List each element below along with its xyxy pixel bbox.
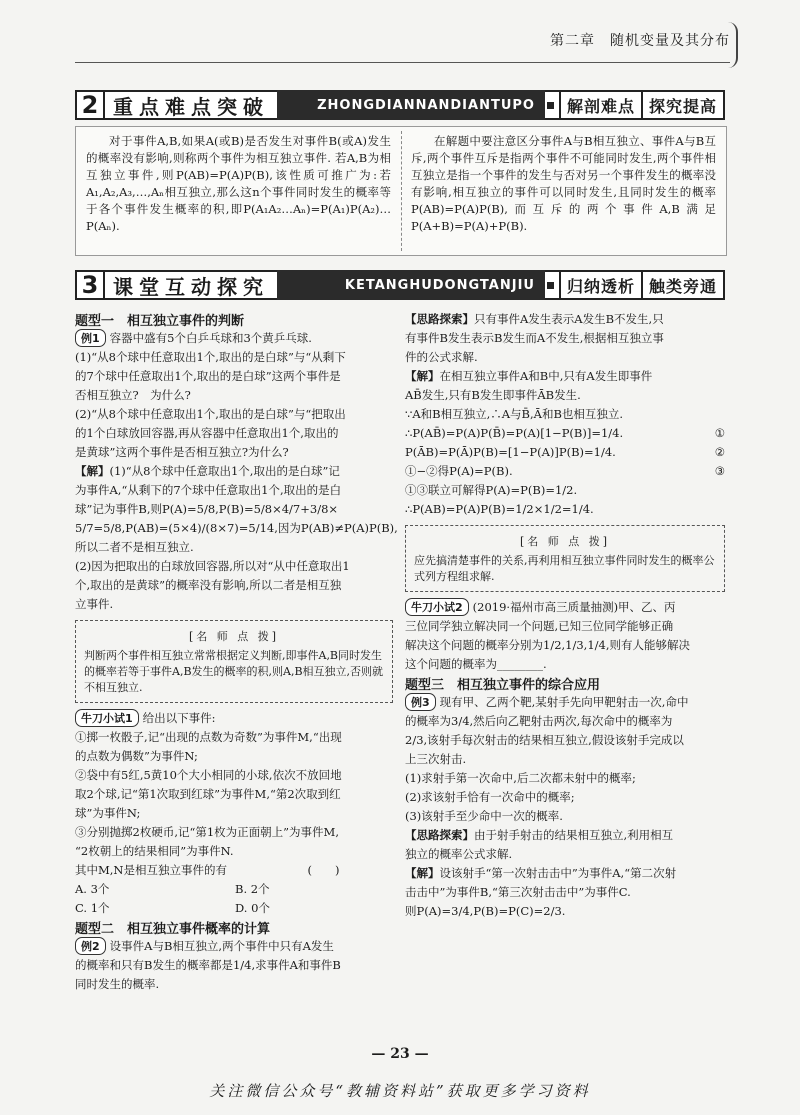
practice2-line: (2019·福州市高三质量抽测)甲、乙、丙 xyxy=(472,600,676,614)
solution1-line: 所以二者不是相互独立. xyxy=(75,540,194,554)
example3-line: 2/3,该射手每次射击的结果相互独立,假设该射手完成以 xyxy=(405,733,684,747)
practice2-line: 这个问题的概率为________. xyxy=(405,657,547,671)
idea1-line: 件的公式求解. xyxy=(405,350,478,364)
equation-number-1: ① xyxy=(714,426,725,440)
promo-footer: 关注微信公众号“教辅资料站”获取更多学习资料 xyxy=(209,1082,591,1100)
example3-line: (3)该射手至少命中一次的概率. xyxy=(405,809,563,823)
practice1-label: 牛刀小试1 xyxy=(75,709,139,727)
left-column xyxy=(75,310,398,994)
practice2-line: 三位同学独立解决同一个问题,已知三位同学能够正确 xyxy=(405,619,674,633)
example2-line: 设事件A与B相互独立,两个事件中只有A发生 xyxy=(109,939,334,953)
example3-line: (2)求该射手恰有一次命中的概率; xyxy=(405,790,575,804)
equation-5: ∴P(AB)=P(A)P(B)=1/2×1/2=1/4. xyxy=(405,502,594,516)
example1-label: 例1 xyxy=(75,329,106,347)
practice1-line: 球”为事件N; xyxy=(75,806,141,820)
solution1-label: 【解】 xyxy=(75,464,110,478)
header-rule xyxy=(75,62,730,63)
teacher-tip-box-2 xyxy=(405,525,725,592)
example1-line: 的1个白球放回容器,再从容器中任意取出1个,取出的 xyxy=(75,426,339,440)
practice1-line: ②袋中有5红,5黄10个大小相同的小球,依次不放回地 xyxy=(75,768,342,782)
section2-right-text: 在解题中要注意区分事件A与B相互独立、事件A与B互斥,两个事件互斥是指两个事件不可能同时发生,两个事件相互独立是指一个事件的发生与否对另一个事件发生的概率没有影响,相互独立的事件可以同时发生,且同时发生的概率P(AB)=P(A)P(B),而互斥的两个事件A,B满足P(A+B)=P(A)+P(B). xyxy=(411,134,716,233)
section3-tag1: 归纳透析 xyxy=(561,270,643,300)
solution1-line: 球”记为事件B,则P(A)=5/8,P(B)=5/8×4/7+3/8× xyxy=(75,502,339,516)
section2-marker-icon xyxy=(545,90,561,120)
example1-line: 容器中盛有5个白乒乓球和3个黄乒乓球. xyxy=(109,331,312,345)
example3-label: 例3 xyxy=(405,693,436,711)
chapter-header: 第二章 随机变量及其分布 xyxy=(550,33,730,49)
solution1-line: (2)因为把取出的白球放回容器,所以对“从中任意取出1 xyxy=(75,559,350,573)
solution1-line: 立事件. xyxy=(75,597,114,611)
option-b: B. 2个 xyxy=(235,882,270,896)
solution3-label: 【解】 xyxy=(405,866,440,880)
example3-line: 现有甲、乙两个靶,某射手先向甲靶射击一次,命中 xyxy=(439,695,689,709)
solution2-label: 【解】 xyxy=(405,369,440,383)
solution3-line: 击击中”为事件B,“第三次射击击中”为事件C. xyxy=(405,885,631,899)
teacher-tip-text-2: 应先搞清楚事件的关系,再利用相互独立事件同时发生的概率公式列方程组求解. xyxy=(414,554,715,583)
equation-3: ①−②得P(A)=P(B). xyxy=(405,464,513,478)
idea1-line: 只有事件A发生表示A发生B不发生,只 xyxy=(474,312,664,326)
topic1-heading: 题型一 相互独立事件的判断 xyxy=(75,314,245,329)
equation-2: P(ĀB)=P(Ā)P(B)=[1−P(A)]P(B)=1/4. xyxy=(405,445,616,459)
solution2-line: AB̄发生,只有B发生即事件ĀB发生. xyxy=(405,388,581,402)
option-c: C. 1个 xyxy=(75,901,110,915)
option-d: D. 0个 xyxy=(235,901,270,915)
practice1-line: 取2个球,记“第1次取到红球”为事件M,“第2次取到红 xyxy=(75,787,341,801)
practice2-label: 牛刀小试2 xyxy=(405,598,469,616)
example1-line: 是黄球”这两个事件是否相互独立?为什么? xyxy=(75,445,289,459)
section2-left-text: 对于事件A,B,如果A(或B)是否发生对事件B(或A)发生的概率没有影响,则称两个事件为相互独立事件. 若A,B为相互独立事件,则P(AB)=P(A)P(B),该性质可推广为:若A₁,A₂,A₃,…,Aₙ相互独立,那么这n个事件同时发生的概率等于各个事件发生概率的积,即P(A₁A₂…Aₙ)=P(A₁)P(A₂)…P(Aₙ). xyxy=(86,134,391,233)
option-a: A. 3个 xyxy=(75,882,110,896)
practice1-line: ③分别抛掷2枚硬币,记“第1枚为正面朝上”为事件M, xyxy=(75,825,339,839)
section3-band xyxy=(75,270,725,300)
section3-number: 3 xyxy=(75,270,105,300)
practice1-line: “2枚朝上的结果相同”为事件N. xyxy=(75,844,234,858)
solution2-line: ∵A和B相互独立,∴A与B̄,Ā和B也相互独立. xyxy=(405,407,624,421)
equation-4: ①③联立可解得P(A)=P(B)=1/2. xyxy=(405,483,578,497)
right-column xyxy=(405,310,725,921)
section3-marker-icon xyxy=(545,270,561,300)
practice2-line: 解决这个问题的概率分别为1/2,1/3,1/4,则有人能够解决 xyxy=(405,638,690,652)
idea2-line: 独立的概率公式求解. xyxy=(405,847,513,861)
section2-band xyxy=(75,90,725,120)
example1-line: (1)“从8个球中任意取出1个,取出的是白球”与“从剩下 xyxy=(75,350,346,364)
solution3-line: 则P(A)=3/4,P(B)=P(C)=2/3. xyxy=(405,904,566,918)
section2-number: 2 xyxy=(75,90,105,120)
section3-title: 课堂互动探究 xyxy=(105,270,277,300)
section3-pinyin: KETANGHUDONGTANJIU xyxy=(277,270,545,300)
idea1-label: 【思路探索】 xyxy=(405,312,474,326)
teacher-tip-box xyxy=(75,620,393,703)
solution1-line: 为事件A,“从剩下的7个球中任意取出1个,取出的是白 xyxy=(75,483,342,497)
example3-line: (1)求射手第一次命中,后二次都未射中的概率; xyxy=(405,771,636,785)
box-divider xyxy=(401,131,402,251)
section2-pinyin: ZHONGDIANNANDIANTUPO xyxy=(277,90,545,120)
section2-tag2: 探究提高 xyxy=(643,90,725,120)
teacher-tip-text: 判断两个事件相互独立常常根据定义判断,即事件A,B同时发生的概率若等于事件A,B发生的概率的积,则A,B相互独立,否则就不相互独立. xyxy=(84,649,384,694)
example1-line: 的7个球中任意取出1个,取出的是白球”这两个事件是 xyxy=(75,369,341,383)
practice1-line: 其中M,N是相互独立事件的有 ( ) xyxy=(75,863,340,877)
solution2-line: 在相互独立事件A和B中,只有A发生即事件 xyxy=(439,369,653,383)
equation-number-3: ③ xyxy=(714,464,725,478)
idea2-line: 由于射手射击的结果相互独立,利用相互 xyxy=(474,828,674,842)
example2-label: 例2 xyxy=(75,937,106,955)
example1-line: 否相互独立? 为什么? xyxy=(75,388,191,402)
page-number: — 23 — xyxy=(371,1046,429,1062)
example2-line: 同时发生的概率. xyxy=(75,977,160,991)
example2-line: 的概率和只有B发生的概率都是1/4,求事件A和事件B xyxy=(75,958,341,972)
section2-tag1: 解剖难点 xyxy=(561,90,643,120)
topic3-heading: 题型三 相互独立事件的综合应用 xyxy=(405,678,601,693)
idea1-line: 有事件B发生表示B发生而A不发生,根据相互独立事 xyxy=(405,331,664,345)
section2-box xyxy=(75,126,727,256)
example3-line: 的概率为3/4,然后向乙靶射击两次,每次命中的概率为 xyxy=(405,714,673,728)
equation-1: ∴P(AB̄)=P(A)P(B̄)=P(A)[1−P(B)]=1/4. xyxy=(405,426,624,440)
idea2-label: 【思路探索】 xyxy=(405,828,474,842)
example1-line: (2)“从8个球中任意取出1个,取出的是白球”与“把取出 xyxy=(75,407,346,421)
section3-tag2: 触类旁通 xyxy=(643,270,725,300)
section2-title: 重点难点突破 xyxy=(105,90,277,120)
solution1-line: (1)“从8个球中任意取出1个,取出的是白球”记 xyxy=(109,464,340,478)
solution1-line: 5/7=5/8,P(AB)=(5×4)/(8×7)=5/14,因为P(AB)≠P(A)P(B), xyxy=(75,521,398,535)
example3-line: 上三次射击. xyxy=(405,752,467,766)
practice1-line: ①掷一枚骰子,记“出现的点数为奇数”为事件M,“出现 xyxy=(75,730,342,744)
topic2-heading: 题型二 相互独立事件概率的计算 xyxy=(75,922,271,937)
solution1-line: 个,取出的是黄球”的概率没有影响,所以二者是相互独 xyxy=(75,578,342,592)
solution3-line: 设该射手“第一次射击击中”为事件A,“第二次射 xyxy=(439,866,677,880)
teacher-tip-title-2: [名 师 点 拨] xyxy=(519,535,611,548)
practice1-line: 给出以下事件: xyxy=(142,711,216,725)
equation-number-2: ② xyxy=(714,445,725,459)
practice1-line: 的点数为偶数”为事件N; xyxy=(75,749,198,763)
teacher-tip-title: [名 师 点 拨] xyxy=(188,630,280,643)
